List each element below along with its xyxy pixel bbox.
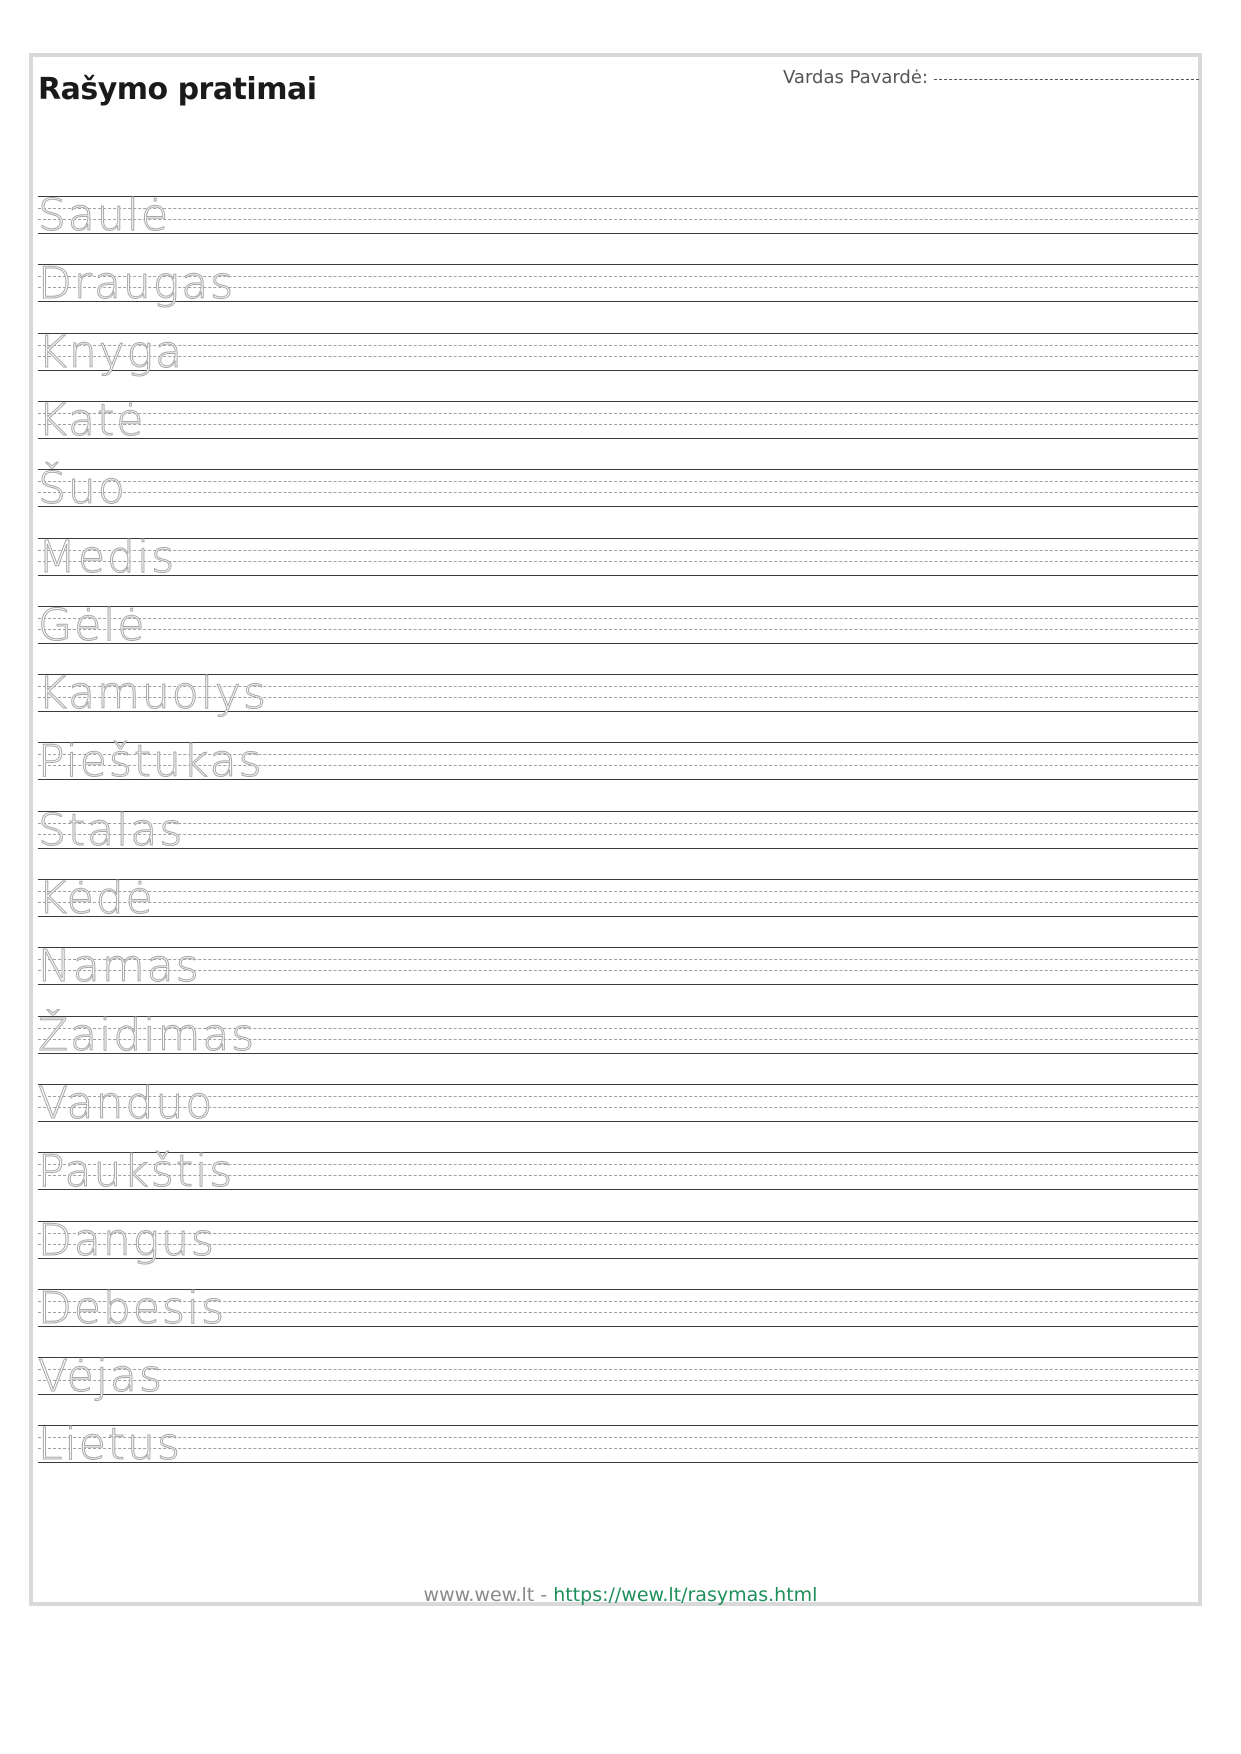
guide-line xyxy=(38,424,1198,425)
guide-line xyxy=(38,561,1198,562)
guide-line xyxy=(38,413,1198,414)
trace-word: Medis xyxy=(38,531,177,583)
guide-line xyxy=(38,1448,1198,1449)
guide-line xyxy=(38,1394,1198,1395)
writing-row[interactable] xyxy=(38,1146,1198,1198)
trace-word: Vanduo xyxy=(38,1077,215,1129)
guide-line xyxy=(38,196,1198,197)
guide-line xyxy=(38,618,1198,619)
trace-word: Stalas xyxy=(38,804,185,856)
name-label: Vardas Pavardė: xyxy=(783,67,928,88)
trace-word: Debesis xyxy=(38,1282,227,1334)
guide-line xyxy=(38,370,1198,371)
guide-line xyxy=(38,891,1198,892)
guide-line xyxy=(38,538,1198,539)
writing-rows xyxy=(38,0,1198,1754)
writing-row[interactable] xyxy=(38,873,1198,924)
writing-row[interactable] xyxy=(38,531,1198,583)
guide-line xyxy=(38,233,1198,234)
trace-word: Kamuolys xyxy=(38,668,268,720)
guide-line xyxy=(38,879,1198,880)
guide-line xyxy=(38,438,1198,439)
guide-line xyxy=(38,834,1198,835)
trace-word: Knyga xyxy=(38,326,185,378)
guide-line xyxy=(38,550,1198,551)
guide-line xyxy=(38,984,1198,985)
guide-line xyxy=(38,333,1198,334)
trace-word: Dangus xyxy=(38,1214,216,1266)
writing-row[interactable] xyxy=(38,190,1198,241)
guide-line xyxy=(38,947,1198,948)
trace-word: Lietus xyxy=(38,1419,182,1471)
guide-line xyxy=(38,629,1198,630)
guide-line xyxy=(38,970,1198,971)
guide-line xyxy=(38,492,1198,493)
guide-line xyxy=(38,823,1198,824)
footer xyxy=(0,1584,1241,1606)
writing-row[interactable] xyxy=(38,463,1198,515)
writing-row[interactable] xyxy=(38,394,1198,446)
guide-line xyxy=(38,469,1198,470)
trace-word: Draugas xyxy=(38,258,236,310)
trace-word: Paukštis xyxy=(38,1146,235,1198)
trace-word: Namas xyxy=(38,941,201,993)
footer-site: www.wew.lt xyxy=(423,1584,535,1606)
guide-line xyxy=(38,902,1198,903)
writing-row[interactable] xyxy=(38,1214,1198,1266)
writing-row[interactable] xyxy=(38,1009,1198,1061)
writing-row[interactable] xyxy=(38,1282,1198,1334)
guide-line xyxy=(38,916,1198,917)
guide-line xyxy=(38,219,1198,220)
trace-word: Pieštukas xyxy=(38,736,264,788)
page-title: Rašymo pratimai xyxy=(38,72,317,107)
guide-line xyxy=(38,1357,1198,1358)
guide-line xyxy=(38,401,1198,402)
trace-word: Katė xyxy=(38,394,146,446)
trace-word: Gėlė xyxy=(38,599,147,651)
guide-line xyxy=(38,959,1198,960)
guide-line xyxy=(38,606,1198,607)
footer-separator: - xyxy=(534,1584,554,1606)
guide-line xyxy=(38,1369,1198,1370)
guide-line xyxy=(38,848,1198,849)
writing-row[interactable] xyxy=(38,599,1198,651)
guide-line xyxy=(38,643,1198,644)
guide-line xyxy=(38,575,1198,576)
guide-line xyxy=(38,1380,1198,1381)
guide-line xyxy=(38,481,1198,482)
writing-row[interactable] xyxy=(38,326,1198,378)
writing-row[interactable] xyxy=(38,941,1198,993)
trace-word: Šuo xyxy=(38,463,127,515)
writing-row[interactable] xyxy=(38,668,1198,720)
writing-row[interactable] xyxy=(38,1351,1198,1403)
trace-word: Žaidimas xyxy=(38,1009,257,1061)
guide-line xyxy=(38,811,1198,812)
footer-link[interactable]: https://wew.lt/rasymas.html xyxy=(553,1584,818,1606)
writing-row[interactable] xyxy=(38,258,1198,310)
guide-line xyxy=(38,345,1198,346)
writing-row[interactable] xyxy=(38,804,1198,856)
guide-line xyxy=(38,1462,1198,1463)
guide-line xyxy=(38,1437,1198,1438)
writing-row[interactable] xyxy=(38,736,1198,788)
trace-word: Saulė xyxy=(38,190,171,241)
writing-row[interactable] xyxy=(38,1419,1198,1471)
writing-row[interactable] xyxy=(38,1077,1198,1129)
guide-line xyxy=(38,356,1198,357)
guide-line xyxy=(38,1425,1198,1426)
guide-line xyxy=(38,506,1198,507)
guide-line xyxy=(38,208,1198,209)
trace-word: Vėjas xyxy=(38,1351,164,1403)
trace-word: Kėdė xyxy=(38,873,155,924)
